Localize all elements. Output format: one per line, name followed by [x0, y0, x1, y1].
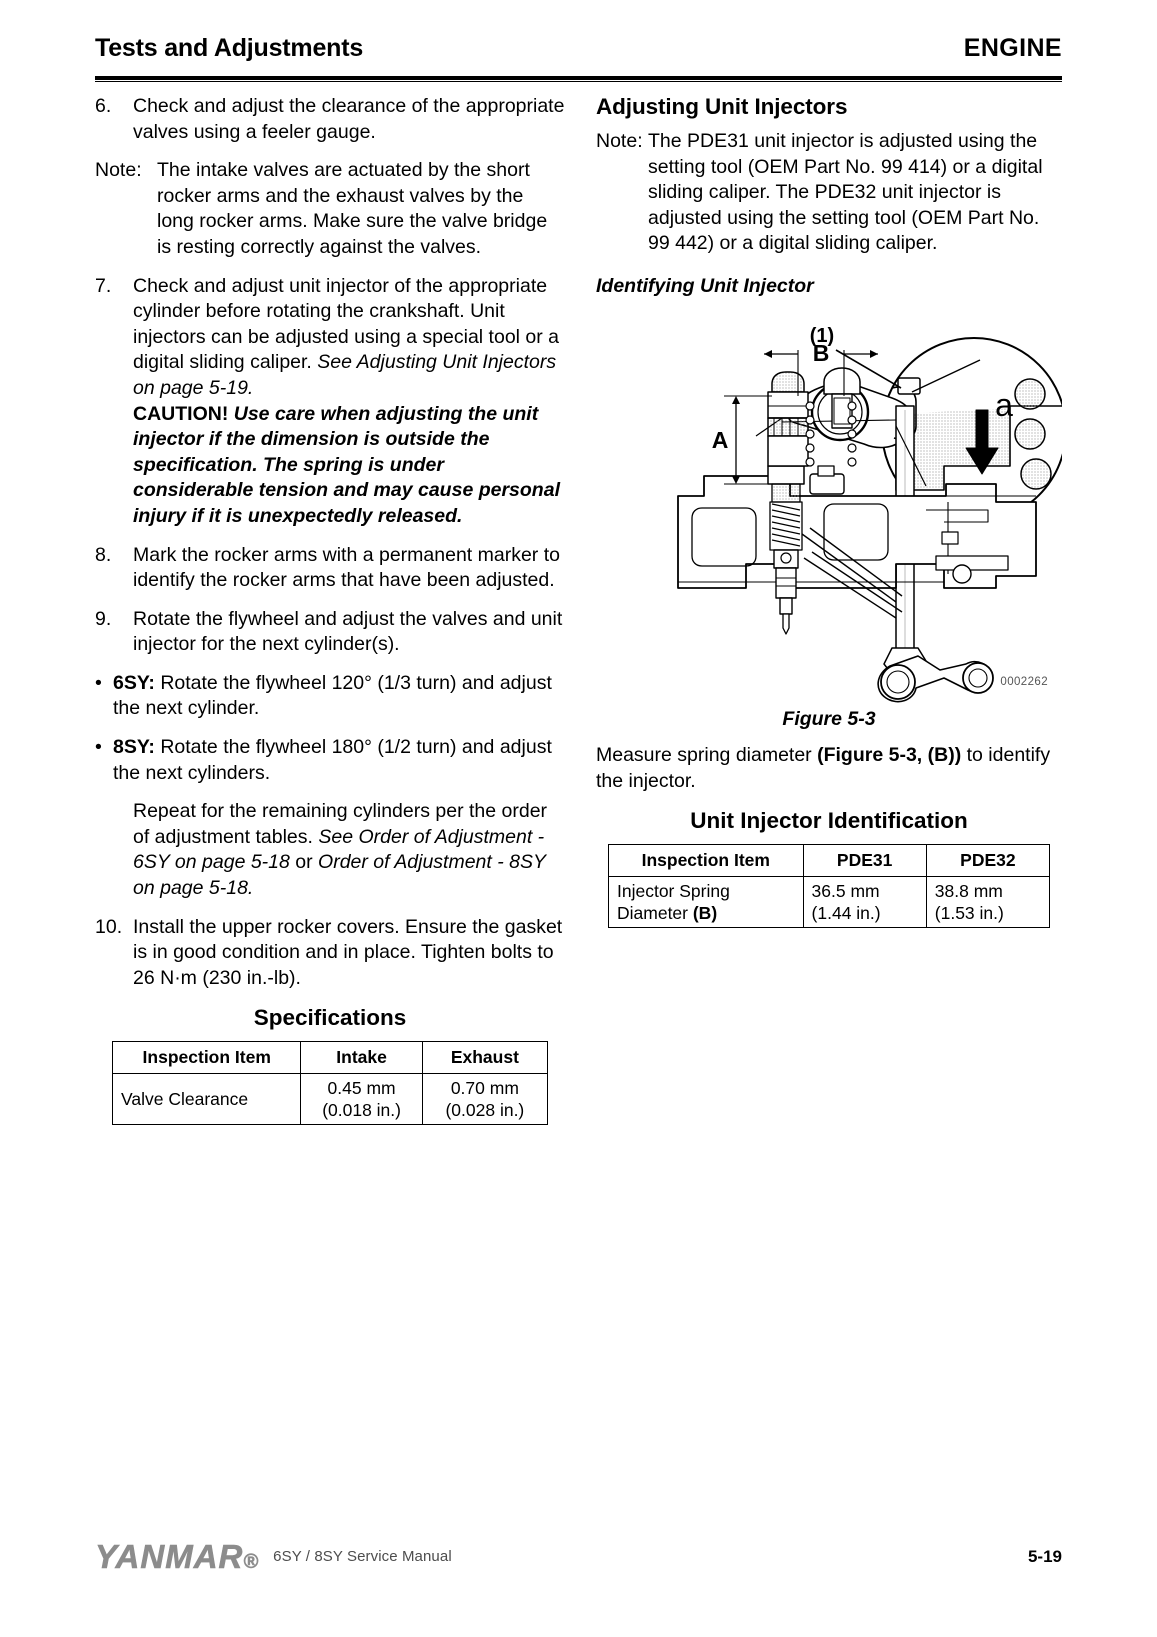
yanmar-logo [95, 1540, 259, 1573]
bullet-marker: • [95, 671, 102, 694]
spec-row-item: Valve Clearance [113, 1074, 301, 1125]
specifications-table [112, 1041, 548, 1125]
registered-mark-icon: ® [243, 1551, 260, 1573]
ident-row-pde32 [926, 877, 1049, 928]
bullet-6sy-body: Rotate the flywheel 120° (1/3 turn) and adjust the next cylinder. [113, 671, 552, 720]
table-header-row [113, 1042, 548, 1074]
header-divider-thin [95, 81, 1062, 82]
note-text: The intake valves are actuated by the short rocker arms and the exhaust valves by the long rocker arms. Make sure the valve bridge is resting correctly against the valves. [157, 159, 548, 258]
lower-linkage [878, 648, 993, 702]
step-7-plain-text: Check and adjust unit injector of the appropriate cylinder before rotating the crankshaft. Unit injectors can be adjusted using a special tool or a digital sliding caliper. [133, 274, 560, 374]
step-7 [95, 274, 565, 530]
ident-row-item [609, 877, 804, 928]
ident-pde31-mm: 36.5 mm [811, 881, 880, 902]
note-injector-tools [596, 129, 1062, 257]
step-8 [95, 543, 565, 594]
spec-col-header-intake: Intake [301, 1042, 422, 1074]
repeat-plain-2: or [289, 851, 319, 874]
step-6 [95, 94, 565, 145]
page-header [95, 34, 1062, 63]
bullet-marker: • [95, 736, 102, 759]
header-divider-thick [95, 76, 1062, 80]
note-label: Note: [95, 159, 142, 182]
step-9-number: 9. [95, 607, 112, 630]
bullet-6sy-label: 6SY: [113, 671, 155, 694]
spec-exhaust-in: (0.028 in.) [445, 1100, 525, 1121]
page-header-chapter-title: ENGINE [963, 34, 1062, 62]
adjusting-screw [768, 372, 808, 466]
spec-row-exhaust [422, 1074, 547, 1125]
ident-pde32-mm: 38.8 mm [934, 881, 1003, 902]
cylinder-head-block [678, 476, 1036, 588]
adjusting-unit-injectors-heading: Adjusting Unit Injectors [596, 94, 848, 119]
spec-intake-mm: 0.45 mm [327, 1078, 396, 1099]
note-label: Note: [596, 130, 643, 152]
ident-item-line1: Injector Spring [617, 881, 730, 902]
footer-manual-title: 6SY / 8SY Service Manual [273, 1548, 452, 1565]
figure-detail-a-label: a [995, 386, 1013, 423]
identification-table-wrapper [596, 844, 1062, 928]
repeat-paragraph [133, 799, 565, 901]
ident-pde32-in: (1.53 in.) [934, 903, 1004, 924]
spec-intake-in: (0.018 in.) [322, 1100, 401, 1121]
measure-plain-2: to identify the injector. [596, 743, 1051, 792]
step-8-number: 8. [95, 543, 112, 566]
step-6-text: Check and adjust the clearance of the appropriate valves using a feeler gauge. [133, 95, 565, 143]
ident-row-pde31 [803, 877, 926, 928]
step-7-cross-reference: See Adjusting Unit Injectors on page 5-19. [133, 351, 557, 399]
table-row [609, 877, 1050, 928]
ident-col-header-pde32: PDE32 [926, 845, 1049, 877]
step-10-number: 10. [95, 915, 123, 938]
identifying-unit-injector-heading: Identifying Unit Injector [596, 274, 814, 297]
step-9 [95, 607, 565, 658]
measure-figure-reference: (Figure 5-3, (B)) [817, 743, 962, 766]
note-text: The PDE31 unit injector is adjusted using the setting tool (OEM Part No. 99 414) or a digital sliding caliper. The PDE32 unit injector is adjusted using the setting tool (OEM Part No. 99 442) or a digital sliding caliper. [648, 130, 1043, 255]
spec-exhaust-mm: 0.70 mm [450, 1078, 519, 1099]
step-8-text: Mark the rocker arms with a permanent marker to identify the rocker arms that have been adjusted. [133, 543, 560, 592]
bullet-8sy-text [113, 735, 565, 786]
side-fitting [810, 466, 844, 494]
table-header-row [609, 845, 1050, 877]
unit-injector-identification-table [608, 844, 1050, 928]
specifications-table-wrapper [95, 1041, 565, 1125]
unit-injector-identification-heading: Unit Injector Identification [690, 808, 968, 834]
bullet-8sy-body: Rotate the flywheel 180° (1/2 turn) and adjust the next cylinders. [113, 736, 552, 784]
bullet-6sy [95, 671, 565, 722]
figure-drawing-number: 0002262 [1000, 675, 1048, 688]
repeat-plain-1: Repeat for the remaining cylinders per the order of adjustment tables. [133, 800, 548, 848]
ident-pde31-in: (1.44 in.) [811, 903, 881, 924]
measure-spring-diameter-paragraph [596, 743, 1062, 794]
figure-caption: Figure 5-3 [782, 707, 876, 730]
left-column [95, 94, 565, 1125]
bullet-8sy [95, 735, 565, 786]
repeat-xref-8sy: Order of Adjustment - 8SY on page 5-18. [133, 851, 546, 900]
step-7-number: 7. [95, 274, 112, 297]
dimension-a [724, 396, 772, 484]
repeat-xref-6sy: See Order of Adjustment - 6SY on page 5-18 [133, 825, 545, 874]
page-footer [95, 1540, 1062, 1573]
step-9-text: Rotate the flywheel and adjust the valves and unit injector for the next cylinder(s). [133, 607, 563, 656]
step-6-number: 6. [95, 95, 112, 117]
ident-item-line2: Diameter [617, 903, 693, 924]
caution-text: Use care when adjusting the unit injector if the dimension is outside the specification. The spring is under considerable tension and may cause personal injury if it is unexpectedly released. [133, 402, 560, 527]
figure-5-3 [596, 306, 1062, 706]
spec-col-header-item: Inspection Item [113, 1042, 301, 1074]
measure-plain-1: Measure spring diameter [596, 743, 818, 766]
caution-label: CAUTION! [133, 402, 229, 425]
figure-dimension-b-label: B [812, 339, 830, 366]
footer-page-number: 5-19 [1027, 1546, 1062, 1566]
step-10-text: Install the upper rocker covers. Ensure the gasket is in good condition and in place. Tighten bolts to 26 N·m (230 in.-lb). [133, 915, 563, 989]
step-7-text [133, 274, 565, 530]
yanmar-logo-text: YANMAR [95, 1538, 244, 1575]
note-valve-actuation [95, 158, 565, 260]
ident-col-header-pde31: PDE31 [803, 845, 926, 877]
right-column [596, 94, 1062, 928]
figure-dimension-a-label: A [711, 426, 729, 453]
ident-col-header-item: Inspection Item [609, 845, 804, 877]
spec-row-intake [301, 1074, 422, 1125]
table-row [113, 1074, 548, 1125]
page-header-section-title: Tests and Adjustments [95, 34, 364, 62]
injector-rocker-assembly-diagram [596, 306, 1062, 706]
specifications-heading: Specifications [253, 1005, 407, 1031]
figure-callout-1-label: (1) [809, 324, 835, 347]
ident-item-dim-ref: (B) [692, 903, 718, 924]
bullet-6sy-text [113, 671, 565, 722]
spec-col-header-exhaust: Exhaust [422, 1042, 547, 1074]
bullet-8sy-label: 8SY: [113, 736, 155, 759]
step-10 [95, 915, 565, 992]
unit-injector-body [768, 466, 804, 634]
